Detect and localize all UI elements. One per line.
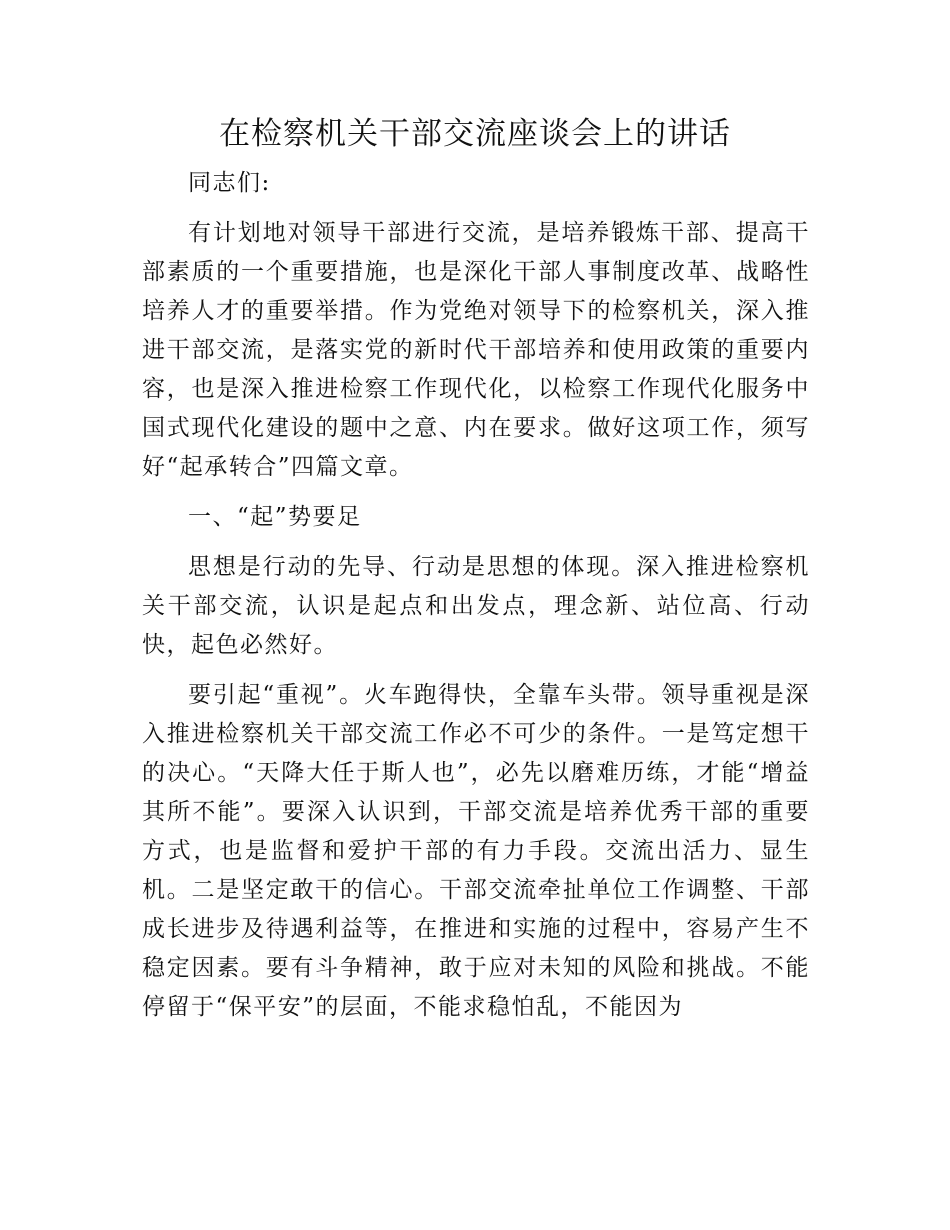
document-title: 在检察机关干部交流座谈会上的讲话 <box>219 116 731 152</box>
paragraph-attention: 要引起“重视”。火车跑得快，全靠车头带。领导重视是深入推进检察机关干部交流工作必不可少的条件。一是笃定想干的决心。“天降大任于斯人也”，必先以磨难历练，才能“增益其所不能”。要深入认识到，干部交流是培养优秀干部的重要方式，也是监督和爱护干部的有力手段。交流出活力、显生机。二是坚定敢干的信心。干部交流牵扯单位工作调整、干部成长进步及待遇利益等，在推进和实施的过程中，容易产生不稳定因素。要有斗争精神，敢于应对未知的风险和挑战。不能停留于“保平安”的层面，不能求稳怕乱，不能因为 <box>142 682 810 1020</box>
section-heading-1: 一、“起”势要足 <box>188 504 362 530</box>
paragraph-intro: 有计划地对领导干部进行交流，是培养锻炼干部、提高干部素质的一个重要措施，也是深化干部人事制度改革、战略性培养人才的重要举措。作为党绝对领导下的检察机关，深入推进干部交流，是落实党的新时代干部培养和使用政策的重要内容，也是深入推进检察工作现代化，以检察工作现代化服务中国式现代化建设的题中之意、内在要求。做好这项工作，须写好“起承转合”四篇文章。 <box>142 220 810 480</box>
paragraph-section-1-intro: 思想是行动的先导、行动是思想的体现。深入推进检察机关干部交流，认识是起点和出发点，理念新、站位高、行动快，起色必然好。 <box>142 554 810 658</box>
document-body <box>142 164 810 1038</box>
salutation: 同志们: <box>188 170 271 196</box>
